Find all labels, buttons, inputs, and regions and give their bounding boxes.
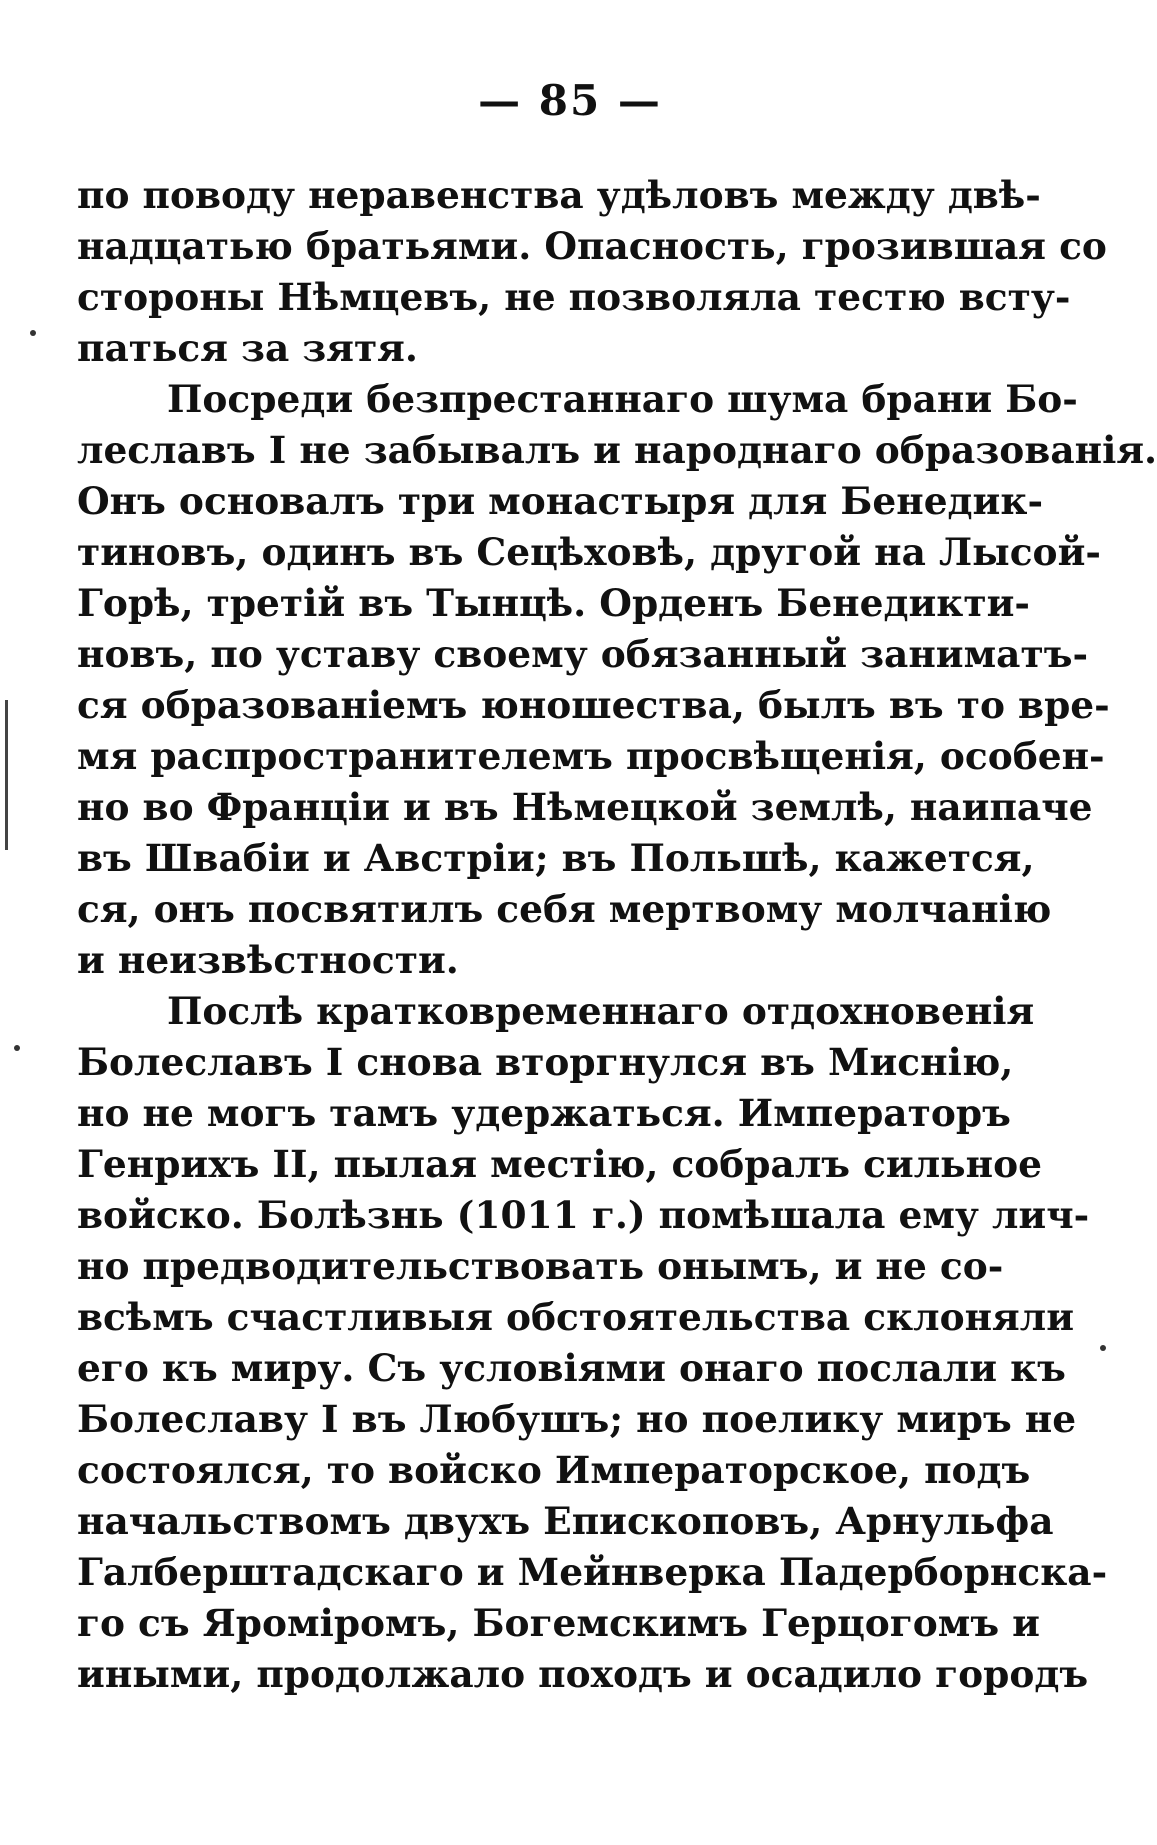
text-line: Послѣ кратковременнаго отдохновенія (167, 989, 1035, 1033)
text-line: Болеславу I въ Любушъ; но поелику миръ не (77, 1397, 1077, 1441)
text-line: стороны Нѣмцевъ, не позволяла тестю всту- (77, 275, 1071, 319)
text-line: Горѣ, третій въ Тынцѣ. Орденъ Бенедикти- (77, 581, 1030, 625)
text-line: ся образованіемъ юношества, былъ въ то вре- (77, 683, 1110, 727)
ink-speck (14, 1045, 20, 1051)
text-line: Генрихъ II, пылая местію, собралъ сильное (77, 1142, 1042, 1186)
text-line: по поводу неравенства удѣловъ между двѣ- (77, 173, 1041, 217)
text-line: Галберштадскаго и Мейнверка Падерборнска- (77, 1550, 1108, 1594)
text-line: тиновъ, одинъ въ Сецѣховѣ, другой на Лысой- (77, 530, 1101, 574)
margin-mark (5, 700, 8, 850)
page-number: — 85 — (478, 76, 662, 125)
ink-speck (30, 330, 36, 336)
text-line: леславъ I не забывалъ и народнаго образованія. (77, 428, 1157, 472)
text-line: и неизвѣстности. (77, 938, 459, 982)
text-line: паться за зятя. (77, 326, 418, 370)
text-line: въ Швабіи и Австріи; въ Польшѣ, кажется, (77, 836, 1035, 880)
text-line: но во Франціи и въ Нѣмецкой землѣ, наипаче (77, 785, 1093, 829)
text-line: новъ, по уставу своему обязанный заниматъ- (77, 632, 1089, 676)
text-line: его къ миру. Съ условіями онаго послали къ (77, 1346, 1066, 1390)
text-line: всѣмъ счастливыя обстоятельства склоняли (77, 1295, 1075, 1339)
text-line: Онъ основалъ три монастыря для Бенедик- (77, 479, 1044, 523)
text-line: ся, онъ посвятилъ себя мертвому молчанію (77, 887, 1052, 931)
text-line: го съ Яроміромъ, Богемскимъ Герцогомъ и (77, 1601, 1040, 1645)
text-line: иными, продолжало походъ и осадило городъ (77, 1652, 1089, 1696)
text-line: мя распространителемъ просвѣщенія, особен- (77, 734, 1105, 778)
text-line: но предводительствовать онымъ, и не со- (77, 1244, 1004, 1288)
text-line: начальствомъ двухъ Епископовъ, Арнульфа (77, 1499, 1054, 1543)
ink-speck (1100, 1345, 1106, 1351)
text-line: но не могъ тамъ удержаться. Императоръ (77, 1091, 1011, 1135)
body-text (77, 170, 1157, 1700)
text-line: надцатью братьями. Опасность, грозившая со (77, 224, 1107, 268)
text-line: войско. Болѣзнь (1011 г.) помѣшала ему лич- (77, 1193, 1090, 1237)
text-line: Болеславъ I снова вторгнулся въ Миснію, (77, 1040, 1014, 1084)
text-line: Посреди безпрестаннаго шума брани Бо- (167, 377, 1078, 421)
text-line: состоялся, то войско Императорское, подъ (77, 1448, 1031, 1492)
